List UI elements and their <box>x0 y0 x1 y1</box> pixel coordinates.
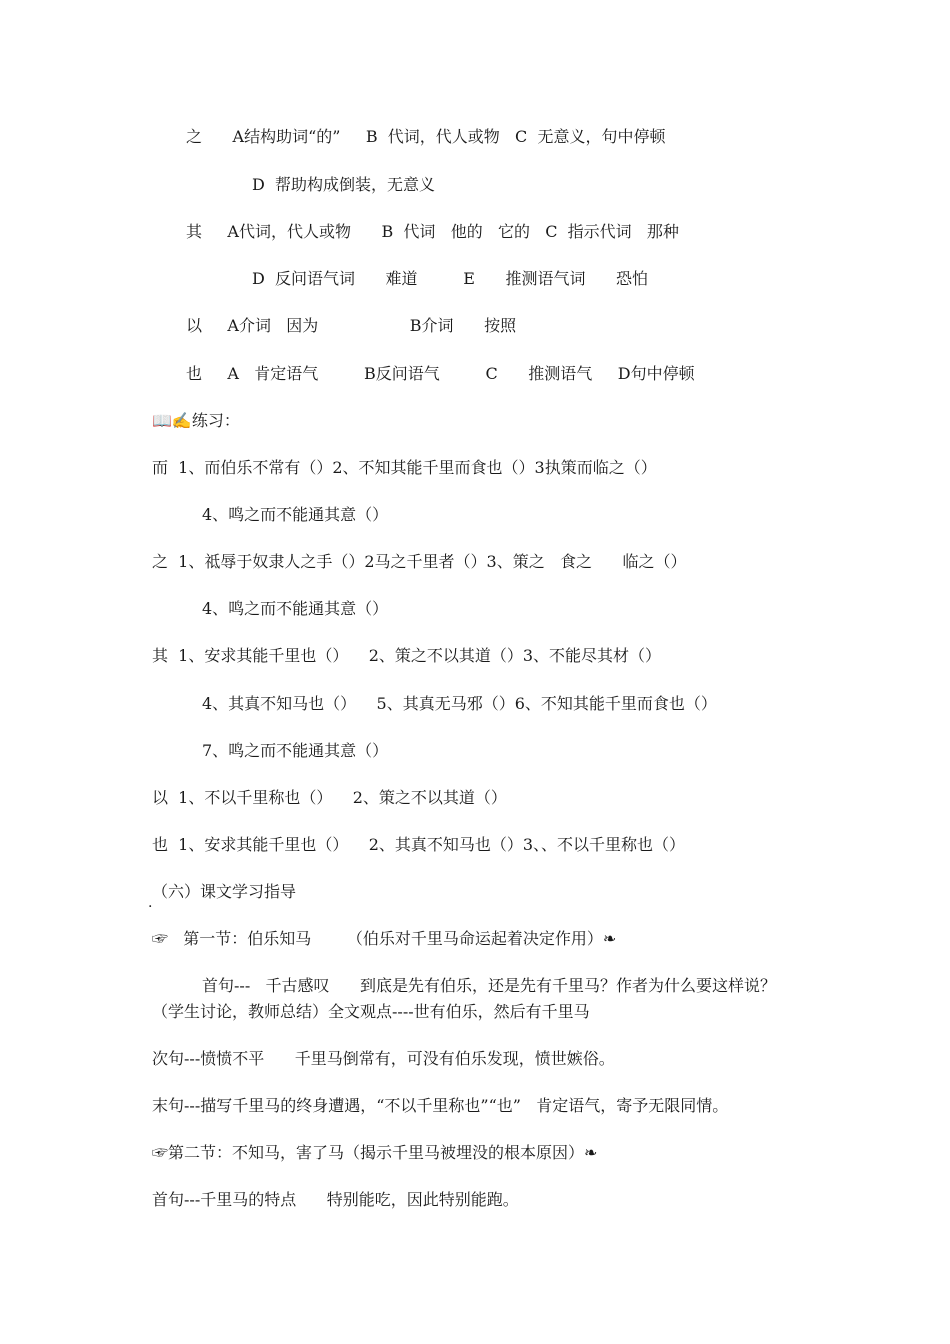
section-two-first-sentence: 首句---千里马的特点 特别能吃，因此特别能跑。 <box>152 1190 519 1209</box>
exercise-qi: 其 1、安求其能千里也（） 2、策之不以其道（）3、不能尽其材（） <box>152 646 662 665</box>
zhi-meanings-cont: D 帮助构成倒装，无意义 <box>252 175 436 194</box>
last-sentence-note: 末句---描写千里马的终身遭遇，“不以千里称也”“也” 肯定语气，寄予无限同情。 <box>152 1096 729 1115</box>
exercise-yi: 以 1、不以千里称也（） 2、策之不以其道（） <box>152 788 507 807</box>
ye-meanings-line: 也 A 肯定语气 B反问语气 C 推测语气 D句中停顿 <box>186 364 695 383</box>
section-six-heading: （六）课文学习指导 <box>152 882 297 901</box>
exercise-er-cont: 4、鸣之而不能通其意（） <box>202 505 389 524</box>
second-sentence-note: 次句---愤愤不平 千里马倒常有，可没有伯乐发现，愤世嫉俗。 <box>152 1049 615 1068</box>
qi-meanings-line: 其 A代词，代人或物 B 代词 他的 它的 C 指示代词 那种 <box>186 222 679 241</box>
yi-meanings-line: 以 A介词 因为 B介词 按照 <box>186 316 517 335</box>
exercise-ye: 也 1、安求其能千里也（） 2、其真不知马也（）3、、不以千里称也（） <box>152 835 686 854</box>
first-sentence-note: 首句--- 千古感叹 到底是先有伯乐，还是先有千里马？作者为什么要这样说？ <box>202 976 776 995</box>
section-one-title: ☞ 第一节：伯乐知马 （伯乐对千里马命运起着决定作用）❧ <box>152 929 617 948</box>
exercise-heading: 📖✍练习： <box>152 411 240 430</box>
zhi-meanings-line: 之 A结构助词“的” B 代词，代人或物 C 无意义，句中停顿 <box>186 127 666 146</box>
exercise-qi-cont2: 7、鸣之而不能通其意（） <box>202 741 389 760</box>
exercise-zhi-cont: 4、鸣之而不能通其意（） <box>202 599 389 618</box>
qi-meanings-cont: D 反问语气词 难道 E 推测语气词 恐怕 <box>252 269 649 288</box>
section-two-title: ☞第二节：不知马，害了马（揭示千里马被埋没的根本原因）❧ <box>152 1143 598 1162</box>
exercise-qi-cont1: 4、其真不知马也（） 5、其真无马邪（）6、不知其能千里而食也（） <box>202 694 717 713</box>
exercise-er: 而 1、而伯乐不常有（）2、不知其能千里而食也（）3执策而临之（） <box>152 458 657 477</box>
stray-dot: . <box>148 895 153 911</box>
exercise-zhi: 之 1、祗辱于奴隶人之手（）2马之千里者（）3、策之 食之 临之（） <box>152 552 687 571</box>
first-sentence-note-cont: （学生讨论，教师总结）全文观点----世有伯乐，然后有千里马 <box>152 1002 590 1021</box>
